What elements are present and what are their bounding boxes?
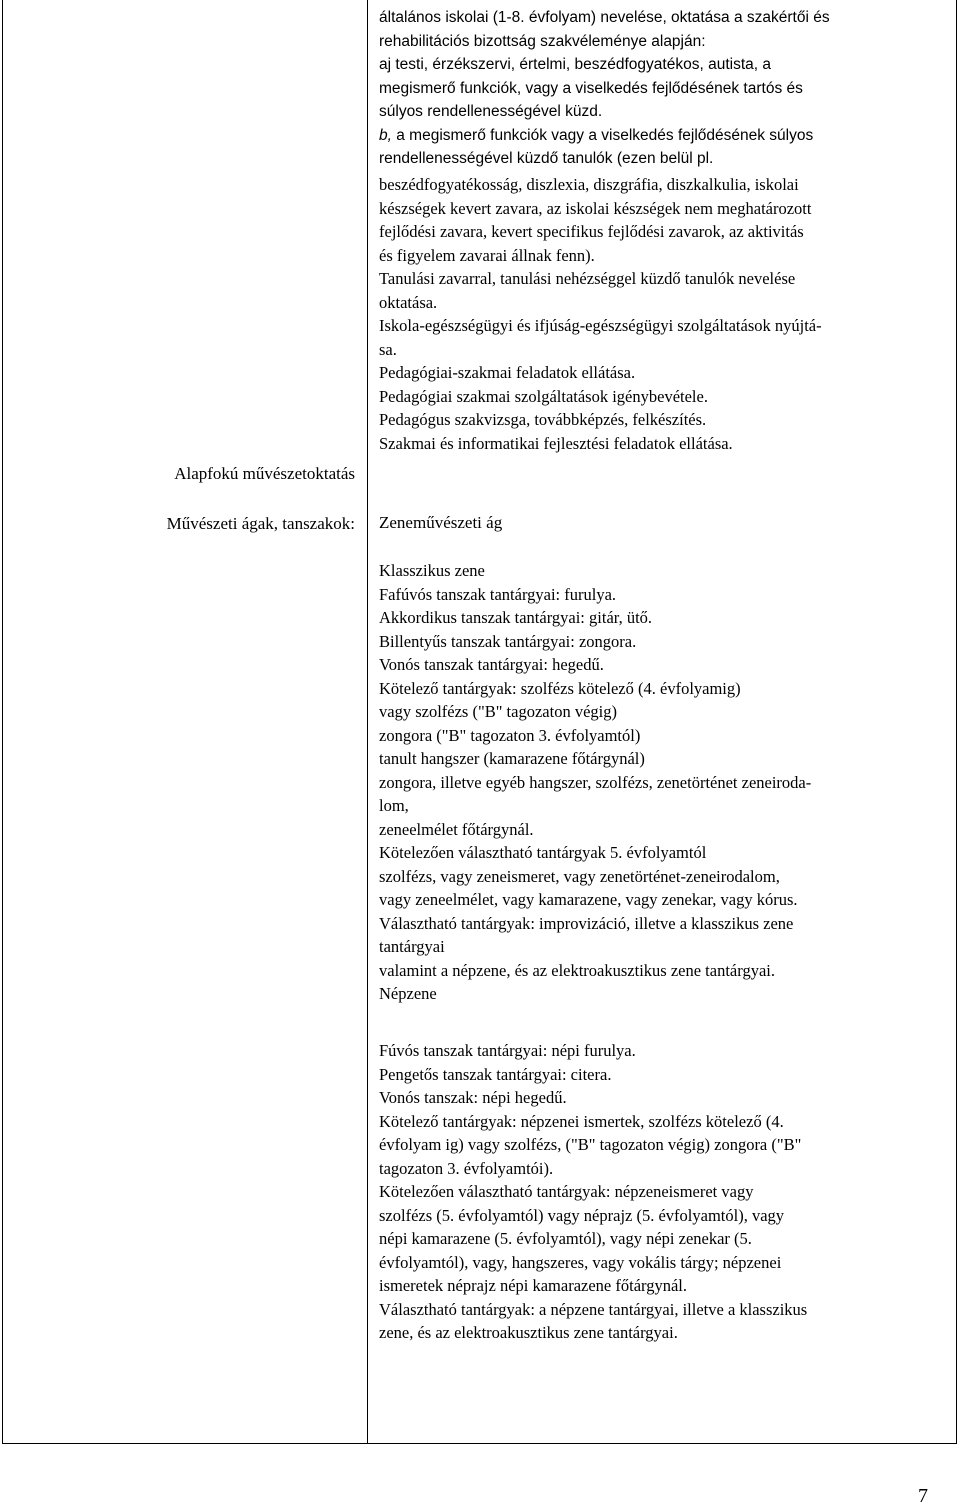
text-line: készségek kevert zavara, az iskolai készségek nem meghatározott — [379, 198, 812, 218]
folk-music-block — [379, 1039, 939, 1345]
text-line — [379, 124, 939, 148]
text-line: aj testi, érzékszervi, értelmi, beszédfogyatékos, autista, a — [379, 56, 771, 73]
text-line: beszédfogyatékosság, diszlexia, diszgráfia, diszkalkulia, iskolai — [379, 175, 799, 194]
text-line: és figyelem zavarai állnak fenn). — [379, 245, 595, 265]
text-line: Pengetős tanszak tantárgyai: citera. — [379, 1064, 612, 1084]
text-line: Tanulási zavarral, tanulási nehézséggel küzdő tanulók nevelése — [379, 269, 796, 288]
text-line: Kötelező tantárgyak: népzenei ismertek, szolfézs kötelező (4. — [379, 1111, 784, 1131]
text-line: Vonós tanszak: népi hegedű. — [379, 1088, 567, 1107]
text-line: Billentyűs tanszak tantárgyai: zongora. — [379, 631, 637, 651]
text-line: vagy szolfézs ("B" tagozaton végig) — [379, 702, 617, 721]
text-line: Fúvós tanszak tantárgyai: népi furulya. — [379, 1041, 636, 1060]
text-line: sa. — [379, 339, 397, 359]
text-line: Pedagógiai szakmai szolgáltatások igénybevétele. — [379, 386, 708, 406]
text-line: szolfézs, vagy zeneismeret, vagy zenetörténet-zeneirodalom, — [379, 866, 780, 886]
text-line: Akkordikus tanszak tantárgyai: gitár, ütő. — [379, 608, 653, 627]
text-line: Pedagógiai-szakmai feladatok ellátása. — [379, 363, 636, 382]
text-line: Pedagógus szakvizsga, továbbképzés, felkészítés. — [379, 410, 707, 429]
text-line: Kötelezően választható tantárgyak: népzeneismeret vagy — [379, 1182, 754, 1201]
music-branch-title: Zeneművészeti ág — [379, 513, 503, 532]
text-line: zongora, illetve egyéb hangszer, szolfézs, zenetörténet zeneiroda- — [379, 772, 812, 792]
text-line: tanult hangszer (kamarazene főtárgynál) — [379, 749, 645, 768]
text-line: zene, és az elektroakusztikus zene tantárgyai. — [379, 1323, 678, 1342]
text-line: súlyos rendellenességével küzd. — [379, 103, 603, 120]
text-line: Iskola-egészségügyi és ifjúság-egészségügyi szolgáltatások nyújtá- — [379, 316, 822, 335]
text-line: zongora ("B" tagozaton 3. évfolyamtól) — [379, 725, 641, 745]
section-subtitle: Művészeti ágak, tanszakok: — [166, 514, 355, 533]
text-line: szolfézs (5. évfolyamtól) vagy néprajz (5. évfolyamtól), vagy — [379, 1205, 785, 1225]
text-line: Szakmai és informatikai fejlesztési feladatok ellátása. — [379, 433, 733, 453]
text-line: ismeretek néprajz népi kamarazene főtárgynál. — [379, 1276, 687, 1295]
text-line: tagozaton 3. évfolyamtói). — [379, 1158, 554, 1178]
text-line: Fafúvós tanszak tantárgyai: furulya. — [379, 584, 617, 604]
text-line: Klasszikus zene — [379, 561, 485, 580]
text-fragment: a megismerő funkciók vagy a viselkedés fejlődésének súlyos — [391, 126, 814, 144]
page-number: 7 — [918, 1485, 928, 1507]
text-line: oktatása. — [379, 292, 438, 312]
text-line: zeneelmélet főtárgynál. — [379, 819, 534, 839]
text-line: rendellenességével küzdő tanulók (ezen belül pl. — [379, 150, 714, 167]
text-line: vagy zeneelmélet, vagy kamarazene, vagy zenekar, vagy kórus. — [379, 890, 798, 909]
text-line: megismerő funkciók, vagy a viselkedés fejlődésének tartós és — [379, 79, 803, 97]
text-line: általános iskolai (1-8. évfolyam) nevelése, oktatása a szakértői és — [379, 9, 830, 26]
text-line: tantárgyai — [379, 937, 445, 956]
section-title: Alapfokú művészetoktatás — [174, 464, 355, 483]
text-line: Választható tantárgyak: improvizáció, illetve a klasszikus zene — [379, 913, 794, 933]
text-line: évfolyam ig) vagy szolfézs, ("B" tagozaton végig) zongora ("B" — [379, 1135, 802, 1154]
text-line: évfolyamtól), vagy, hangszeres, vagy vokális tárgy; népzenei — [379, 1252, 782, 1272]
text-line: Választható tantárgyak: a népzene tantárgyai, illetve a klasszikus — [379, 1299, 808, 1319]
column-divider — [367, 0, 368, 1444]
text-line: Népzene — [379, 984, 437, 1003]
classical-music-block — [379, 559, 939, 1006]
text-line: lom, — [379, 796, 409, 815]
text-line: népi kamarazene (5. évfolyamtól), vagy népi zenekar (5. — [379, 1229, 752, 1248]
text-line: Vonós tanszak tantárgyai: hegedű. — [379, 655, 604, 674]
text-line: Kötelező tantárgyak: szolfézs kötelező (4. évfolyamig) — [379, 678, 741, 698]
text-line: Kötelezően választható tantárgyak 5. évfolyamtól — [379, 843, 707, 862]
duties-text-block — [379, 173, 939, 455]
list-marker-b: b, — [379, 126, 392, 144]
text-line: fejlődési zavara, kevert specifikus fejlődési zavarok, az aktivitás — [379, 222, 804, 241]
text-line: valamint a népzene, és az elektroakusztikus zene tantárgyai. — [379, 960, 775, 980]
text-line: rehabilitációs bizottság szakvéleménye alapján: — [379, 32, 706, 50]
eligibility-text-block — [379, 6, 939, 171]
